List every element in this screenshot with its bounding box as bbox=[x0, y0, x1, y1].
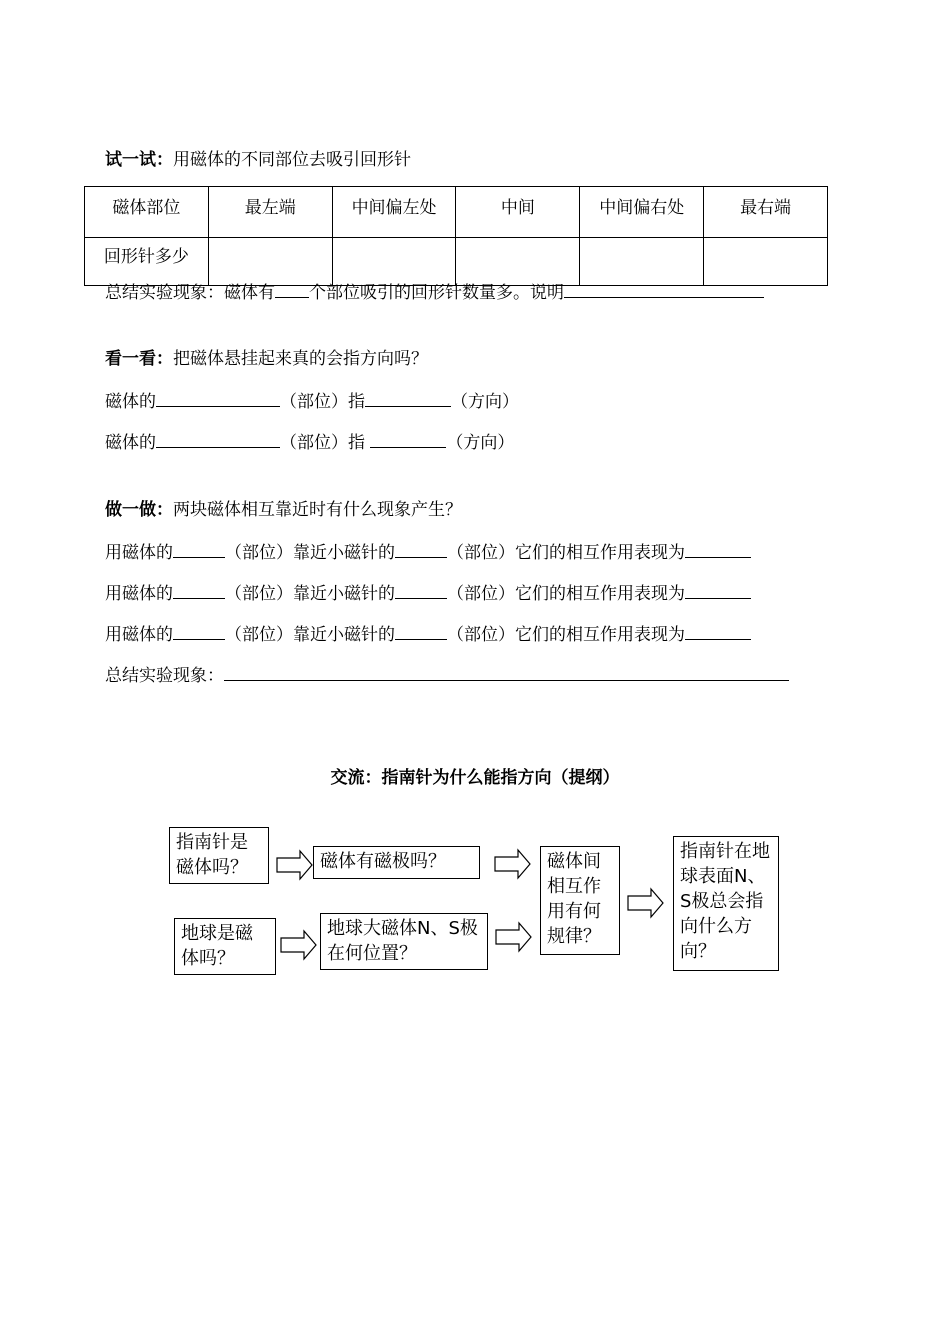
part-label: （部位）它们的相互作用表现为 bbox=[447, 625, 685, 645]
section3-line bbox=[105, 623, 751, 645]
fill-blank[interactable] bbox=[156, 390, 280, 407]
line-prefix: 磁体的 bbox=[105, 433, 156, 453]
table-header-cell: 中间偏右处 bbox=[580, 187, 704, 238]
part-label: （部位）靠近小磁针的 bbox=[225, 584, 395, 604]
fill-blank[interactable] bbox=[365, 390, 451, 407]
fill-blank[interactable] bbox=[395, 582, 447, 599]
line-prefix: 用磁体的 bbox=[105, 625, 173, 645]
line-prefix: 磁体的 bbox=[105, 392, 156, 412]
section2-heading: 看一看： bbox=[105, 349, 173, 369]
table-header-row bbox=[85, 187, 828, 238]
section3-line bbox=[105, 582, 751, 604]
flow-arrow-icon bbox=[280, 929, 318, 961]
fill-blank[interactable] bbox=[370, 431, 446, 448]
table-row-label: 回形针多少 bbox=[85, 238, 209, 286]
fill-blank[interactable] bbox=[173, 582, 225, 599]
summary-label: 总结实验现象： bbox=[105, 666, 224, 686]
flow-arrow-icon bbox=[276, 849, 314, 881]
flow-arrow-icon bbox=[494, 848, 532, 880]
part-label: （部位）靠近小磁针的 bbox=[225, 625, 395, 645]
direction-label: （方向） bbox=[451, 392, 519, 412]
part-label: （部位）指 bbox=[280, 433, 365, 453]
magnet-attraction-table bbox=[84, 186, 828, 286]
flow-box-earth-magnet: 地球是磁体吗？ bbox=[174, 918, 276, 975]
flow-arrow-icon bbox=[627, 887, 665, 919]
fill-blank[interactable] bbox=[685, 582, 751, 599]
fill-blank[interactable] bbox=[564, 281, 764, 298]
section3-heading: 做一做： bbox=[105, 500, 173, 520]
section3-summary bbox=[105, 664, 789, 686]
direction-label: （方向） bbox=[446, 433, 515, 453]
section3-line bbox=[105, 541, 751, 563]
table-header-cell: 中间偏左处 bbox=[332, 187, 456, 238]
exchange-title: 交流：指南针为什么能指方向（提纲） bbox=[330, 768, 620, 788]
section3-title bbox=[105, 500, 462, 520]
flow-box-compass-magnet: 指南针是磁体吗？ bbox=[169, 827, 269, 884]
fill-blank[interactable] bbox=[395, 541, 447, 558]
table-empty-cell[interactable] bbox=[332, 238, 456, 286]
fill-blank[interactable] bbox=[224, 664, 789, 681]
flow-box-magnet-poles: 磁体有磁极吗？ bbox=[313, 846, 480, 879]
table-header-cell: 中间 bbox=[456, 187, 580, 238]
flow-box-compass-direction: 指南针在地球表面N、S极总会指向什么方向？ bbox=[673, 836, 779, 971]
fill-blank[interactable] bbox=[275, 281, 309, 298]
table-header-cell: 最左端 bbox=[208, 187, 332, 238]
section2-instruction: 把磁体悬挂起来真的会指方向吗？ bbox=[173, 349, 428, 369]
fill-blank[interactable] bbox=[685, 623, 751, 640]
table-empty-cell[interactable] bbox=[208, 238, 332, 286]
table-header-cell: 最右端 bbox=[704, 187, 828, 238]
table-header-cell: 磁体部位 bbox=[85, 187, 209, 238]
fill-blank[interactable] bbox=[156, 431, 280, 448]
fill-blank[interactable] bbox=[395, 623, 447, 640]
part-label: （部位）它们的相互作用表现为 bbox=[447, 543, 685, 563]
part-label: （部位）靠近小磁针的 bbox=[225, 543, 395, 563]
flow-box-magnet-rules: 磁体间相互作用有何规律？ bbox=[540, 846, 620, 955]
fill-blank[interactable] bbox=[173, 541, 225, 558]
section1-title bbox=[105, 150, 411, 170]
flow-arrow-icon bbox=[495, 921, 533, 953]
section1-heading: 试一试： bbox=[105, 150, 173, 170]
summary-prefix: 总结实验现象：磁体有 bbox=[105, 283, 275, 303]
line-prefix: 用磁体的 bbox=[105, 543, 173, 563]
section2-line bbox=[105, 390, 519, 412]
section3-instruction: 两块磁体相互靠近时有什么现象产生？ bbox=[173, 500, 462, 520]
table-empty-cell[interactable] bbox=[704, 238, 828, 286]
table-empty-cell[interactable] bbox=[456, 238, 580, 286]
part-label: （部位）它们的相互作用表现为 bbox=[447, 584, 685, 604]
line-prefix: 用磁体的 bbox=[105, 584, 173, 604]
summary-mid: 个部位吸引的回形针数量多。说明 bbox=[309, 283, 564, 303]
fill-blank[interactable] bbox=[685, 541, 751, 558]
table-row bbox=[85, 238, 828, 286]
section2-line bbox=[105, 431, 514, 453]
section2-title bbox=[105, 349, 428, 369]
flow-box-earth-poles: 地球大磁体N、S极在何位置？ bbox=[320, 913, 488, 970]
table-empty-cell[interactable] bbox=[580, 238, 704, 286]
section1-instruction: 用磁体的不同部位去吸引回形针 bbox=[173, 150, 411, 170]
section1-summary bbox=[105, 281, 764, 303]
fill-blank[interactable] bbox=[173, 623, 225, 640]
part-label: （部位）指 bbox=[280, 392, 365, 412]
